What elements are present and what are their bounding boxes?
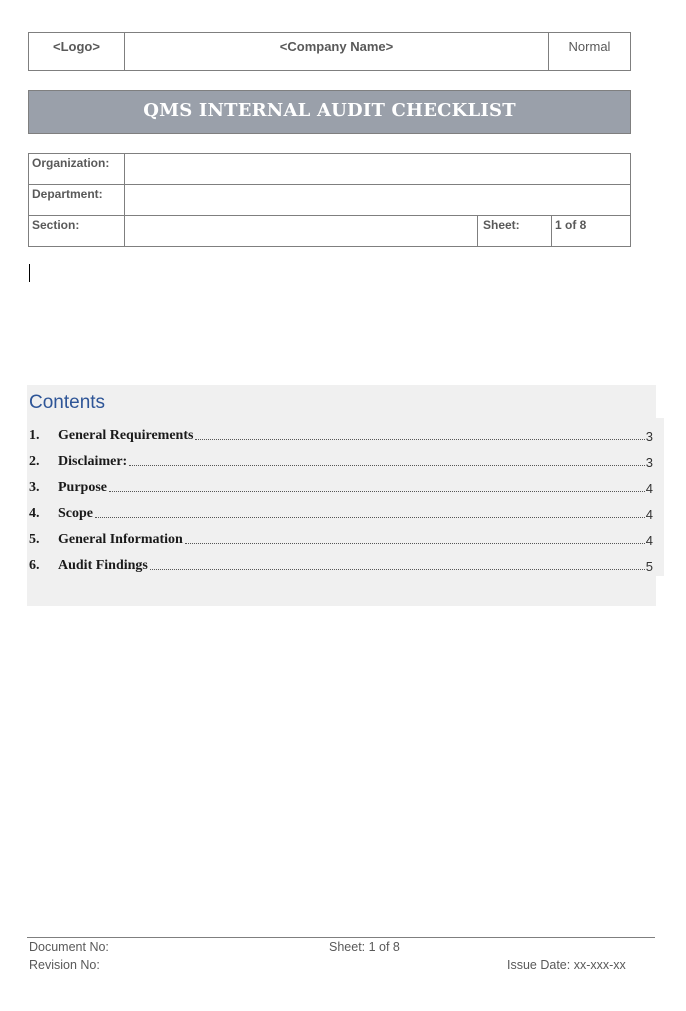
contents-entry[interactable] (29, 496, 653, 522)
contents-panel-edge (656, 418, 664, 576)
document-status: Normal (568, 39, 611, 54)
footer-sheet: Sheet: 1 of 8 (329, 940, 400, 954)
department-row (29, 185, 630, 216)
section-field[interactable] (125, 216, 478, 246)
text-cursor (29, 264, 30, 282)
contents-entry-page: 4 (645, 533, 653, 548)
contents-entry-page: 3 (645, 429, 653, 444)
organization-row (29, 154, 630, 185)
contents-entry-title[interactable]: Purpose (58, 480, 107, 495)
info-table (28, 153, 631, 247)
document-header-table (28, 32, 631, 71)
contents-entry[interactable] (29, 522, 653, 548)
contents-entry-number: 3. (29, 480, 40, 495)
contents-entry-title[interactable]: General Information (58, 532, 183, 547)
footer-divider (27, 937, 655, 938)
contents-entry-leader (150, 569, 645, 570)
contents-entry-title[interactable]: Audit Findings (58, 558, 148, 573)
contents-entry-title[interactable]: Scope (58, 506, 93, 521)
footer-document-no: Document No: (29, 940, 109, 954)
contents-entry-leader (109, 491, 645, 492)
contents-entry-leader (129, 465, 645, 466)
footer-issue-date: Issue Date: xx-xxx-xx (507, 958, 626, 972)
department-label: Department: (29, 185, 125, 215)
title-banner (28, 90, 631, 134)
logo-placeholder: <Logo> (29, 33, 125, 70)
contents-list (29, 418, 653, 574)
contents-entry-leader (195, 439, 644, 440)
contents-entry-page: 5 (645, 559, 653, 574)
contents-entry-number: 1. (29, 428, 40, 443)
sheet-label: Sheet: (480, 216, 552, 246)
contents-entry[interactable] (29, 418, 653, 444)
section-label: Section: (29, 216, 125, 246)
organization-field[interactable] (125, 154, 630, 184)
contents-entry-leader (95, 517, 645, 518)
contents-entry-number: 6. (29, 558, 40, 573)
footer-revision-no: Revision No: (29, 958, 100, 972)
contents-entry-title[interactable]: Disclaimer: (58, 454, 128, 469)
contents-heading: Contents (29, 392, 106, 413)
contents-entry[interactable] (29, 470, 653, 496)
document-title: QMS INTERNAL AUDIT CHECKLIST (143, 100, 516, 121)
contents-entry-page: 4 (645, 507, 653, 522)
organization-label: Organization: (29, 154, 125, 184)
contents-entry[interactable] (29, 548, 653, 574)
contents-entry-number: 4. (29, 506, 40, 521)
department-field[interactable] (125, 185, 630, 215)
sheet-value: 1 of 8 (555, 218, 587, 232)
contents-entry-title[interactable]: General Requirements (58, 428, 194, 443)
contents-entry-number: 2. (29, 454, 40, 469)
contents-entry-page: 4 (645, 481, 653, 496)
contents-entry-number: 5. (29, 532, 40, 547)
contents-entry[interactable] (29, 444, 653, 470)
contents-entry-leader (185, 543, 645, 544)
company-name: <Company Name> (125, 33, 549, 70)
section-row (29, 216, 630, 246)
contents-entry-page: 3 (645, 455, 653, 470)
